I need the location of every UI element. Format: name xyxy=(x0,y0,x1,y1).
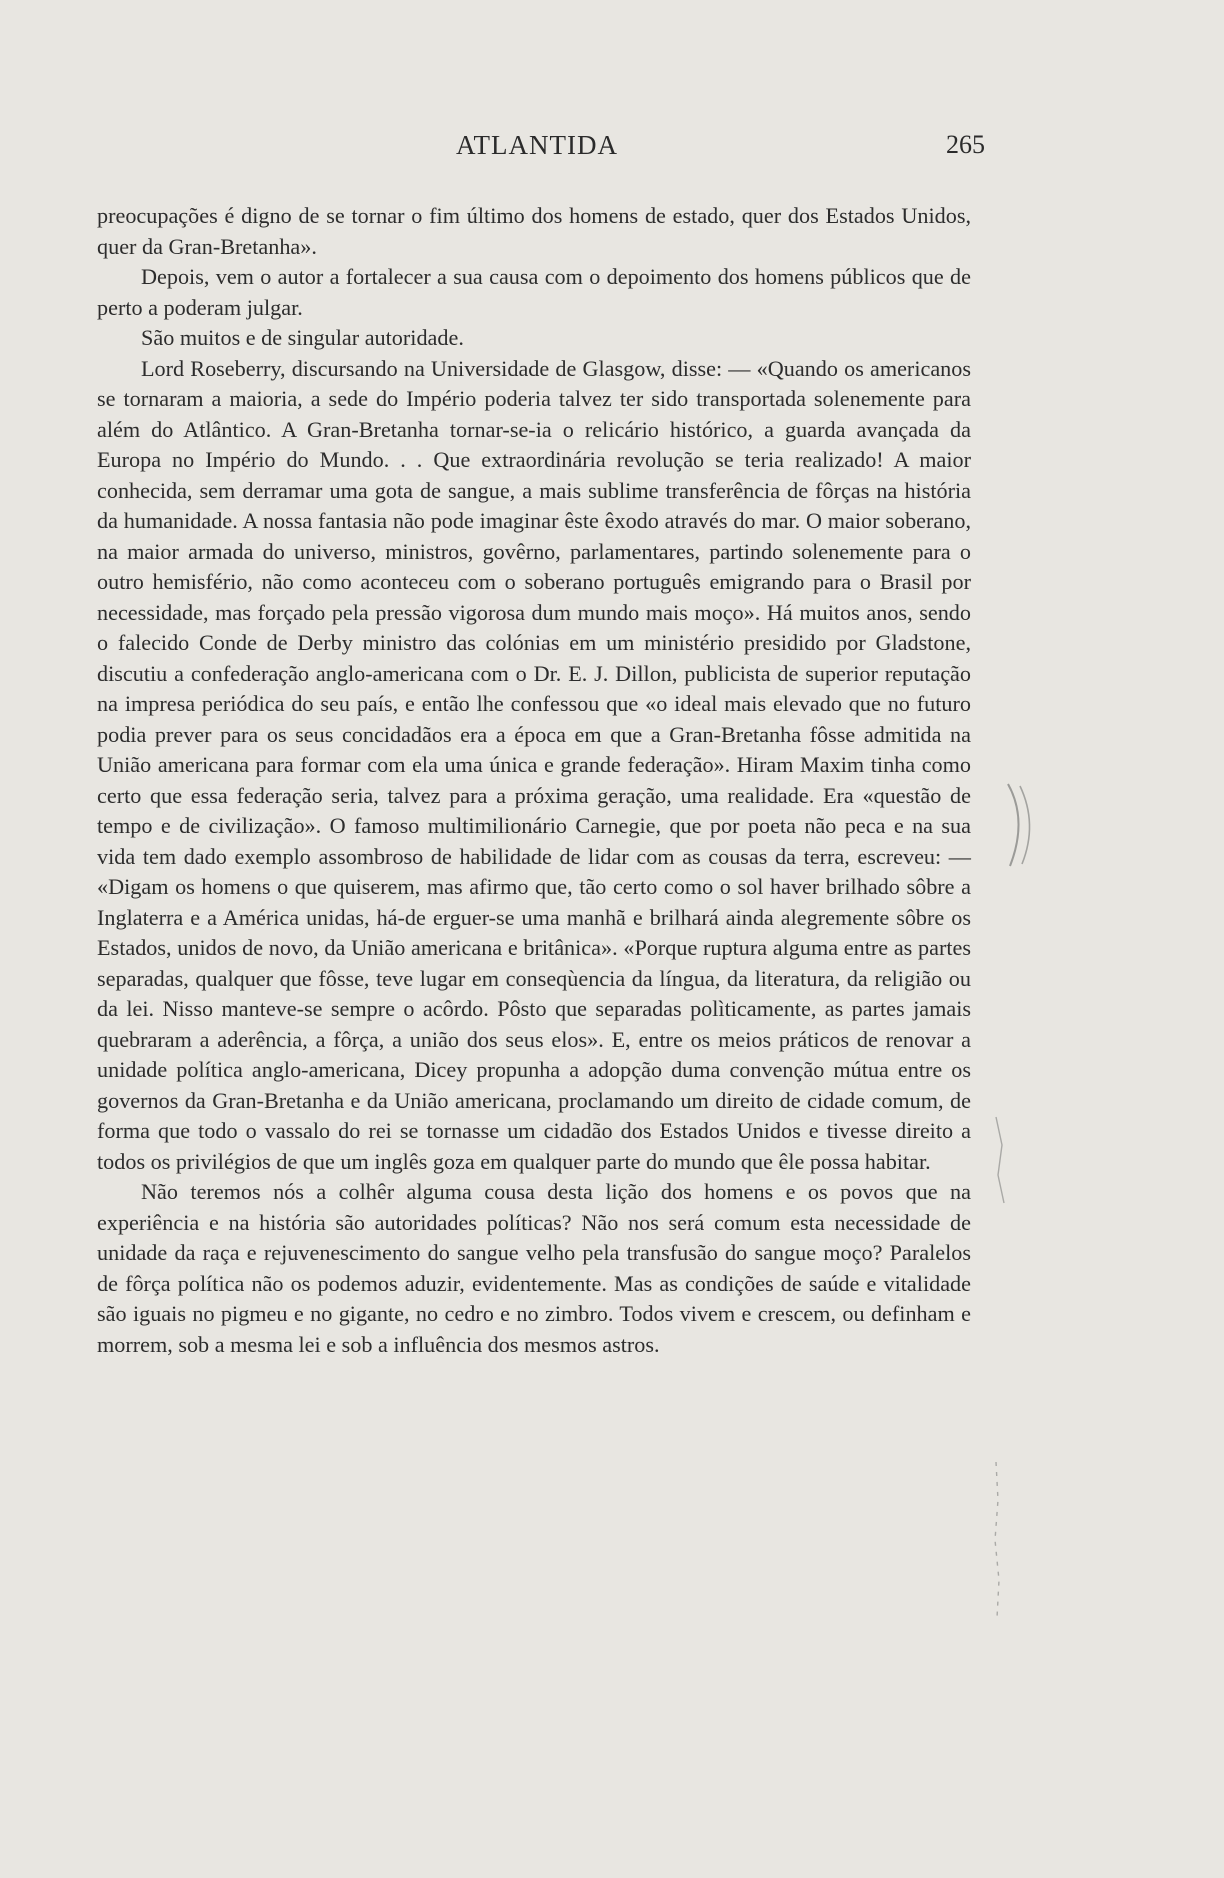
paragraph: Não teremos nós a colhêr alguma cousa desta lição dos homens e os povos que na experiência e na história são autoridades políticas? Não nos será comum esta necessidade de unidade da raça e rejuvenescimento do sangue velho pela transfusão do sangue moço? Paralelos de fôrça política não os podemos aduzir, evidentemente. Mas as condições de saúde e vitalidade são iguais no pigmeu e no gigante, no cedro e no zimbro. Todos vivem e crescem, ou definham e morrem, sob a mesma lei e sob a influência dos mesmos astros. xyxy=(97,1179,971,1357)
paragraph: São muitos e de singular autoridade. xyxy=(141,325,464,350)
running-title: ATLANTIDA xyxy=(456,130,618,160)
paragraph: Lord Roseberry, discursando na Universidade de Glasgow, disse: — «Quando os americanos se tornaram a maioria, a sede do Império poderia talvez ter sido transportada solenemente para além do Atlântico. A Gran-Bretanha tornar-se-ia o relicário histórico, a guarda avançada da Europa no Império do Mundo. . . Que extraordinária revolução se teria realizado! A maior conhecida, sem derramar uma gota de sangue, a mais sublime transferência de fôrças na história da humanidade. A nossa fantasia não pode imaginar êste êxodo através do mar. O maior soberano, na maior armada do universo, ministros, govêrno, parlamentares, partindo solenemente para o outro hemisfério, não como aconteceu com o soberano português emigrando para o Brasil por necessidade, mas forçado pela pressão vigorosa dum mundo mais moço». Há muitos anos, sendo o falecido Conde de Derby ministro das colónias em um ministério presidido por Gladstone, discutiu a confederação anglo-americana com o Dr. E. J. Dillon, publicista de superior reputação na impresa periódica do seu país, e então lhe confessou que «o ideal mais elevado que no futuro podia prever para os seus concidadãos era a época em que a Gran-Bretanha fôsse admitida na União americana para formar com ela uma única e grande federação». Hiram Maxim tinha como certo que essa federação seria, talvez para a próxima geração, uma realidade. Era «questão de tempo e de civilização». O famoso multimilionário Carnegie, que por poeta não peca e na sua vida tem dado exemplo assombroso de habilidade de lidar com as cousas da terra, escreveu: — «Digam os homens o que quiserem, mas afirmo que, tão certo como o sol haver brilhado sôbre a Inglaterra e a América unidas, há-de erguer-se uma manhã e brilhará ainda alegremente sôbre os Estados, unidos de novo, da União americana e britânica». «Porque ruptura alguma entre as partes separadas, qualquer que fôsse, teve lugar em conseqùencia da língua, da literatura, da religião ou da lei. Nisso manteve-se sempre o acôrdo. Pôsto que separadas polìticamente, as partes jamais quebraram a aderência, a fôrça, a união dos seus elos». E, entre os meios práticos de renovar a unidade política anglo-americana, Dicey propunha a adopção duma convenção mútua entre os governos da Gran-Bretanha e da União americana, proclamando um direito de cidade comum, de forma que todo o vassalo do rei se tornasse um cidadão dos Estados Unidos e tivesse direito a todos os privilégios de que um inglês goza em qualquer parte do mundo que êle possa habitar. xyxy=(97,355,971,1174)
body-text xyxy=(97,201,971,1360)
paragraph: preocupações é digno de se tornar o fim último dos homens de estado, quer dos Estados Unidos, quer da Gran-Bretanha». xyxy=(97,203,971,259)
pencil-mark-bottom xyxy=(990,1460,1010,1620)
pencil-mark-top xyxy=(1000,780,1040,870)
paragraph: Depois, vem o autor a fortalecer a sua causa com o depoimento dos homens públicos que de perto a poderam julgar. xyxy=(97,264,971,320)
page-number: 265 xyxy=(946,130,985,159)
pencil-mark-middle xyxy=(992,1115,1014,1205)
page-header xyxy=(0,130,1224,166)
